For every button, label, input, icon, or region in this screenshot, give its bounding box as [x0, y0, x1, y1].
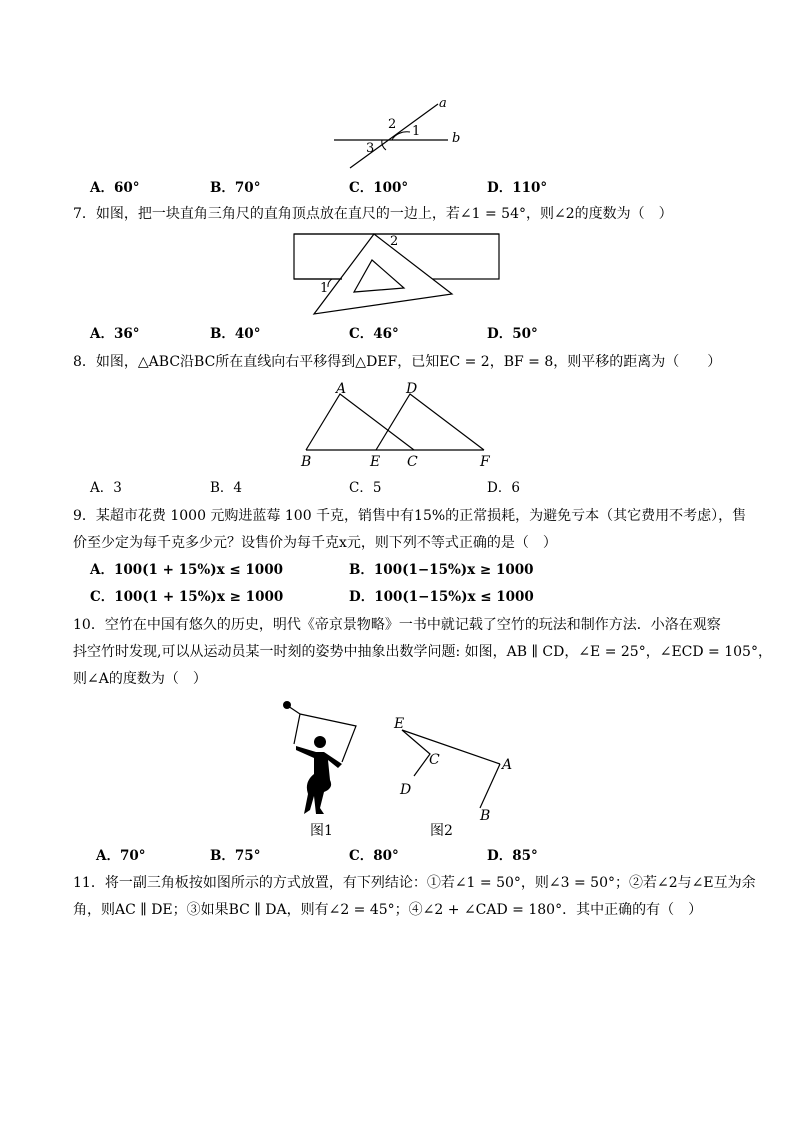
q10-option-b[interactable]: B．75° — [210, 848, 261, 864]
line-a — [350, 104, 438, 168]
q7-stem: 7．如图，把一块直角三角尺的直角顶点放在直尺的一边上，若∠1 = 54°，则∠2的度数为（ ） — [73, 206, 673, 222]
label-B: B — [301, 454, 312, 470]
line-e-a — [402, 730, 500, 764]
q8-figure — [298, 380, 498, 470]
label-2: 2 — [388, 117, 397, 132]
q10-figure1 — [280, 696, 380, 821]
line-e-c-d — [402, 730, 430, 776]
q9-stem-line2: 价至少定为每千克多少元？设售价为每千克x元，则下列不等式正确的是（ ） — [73, 535, 557, 551]
label-a: a — [439, 96, 447, 111]
q8-option-d[interactable]: D．6 — [487, 480, 520, 496]
q10-figure2 — [392, 712, 522, 822]
label-1: 1 — [412, 124, 421, 139]
label-B: B — [480, 808, 491, 824]
q6-option-d[interactable]: D．110° — [487, 180, 548, 196]
q7-option-c[interactable]: C．46° — [349, 326, 399, 342]
q7-option-a[interactable]: A．36° — [90, 326, 140, 342]
q6-option-c[interactable]: C．100° — [349, 180, 409, 196]
label-b: b — [452, 131, 461, 146]
angle-arc-3 — [382, 140, 386, 150]
q10-stem-line3: 则∠A的度数为（ ） — [73, 671, 207, 687]
q8-option-c[interactable]: C．5 — [349, 480, 382, 496]
angle-arc-2 — [392, 132, 410, 140]
q10-option-d[interactable]: D．85° — [487, 848, 538, 864]
q9-option-b[interactable]: B．100(1−15%)x ≥ 1000 — [349, 562, 534, 578]
label-F: F — [480, 454, 490, 470]
q8-option-a[interactable]: A．3 — [90, 480, 122, 496]
q10-option-a[interactable]: A．70° — [96, 848, 146, 864]
angle-arc-1 — [328, 279, 332, 287]
q6-option-a[interactable]: A．60° — [90, 180, 140, 196]
triangle-def — [376, 394, 484, 450]
q10-stem-line1: 10．空竹在中国有悠久的历史，明代《帝京景物略》一书中就记载了空竹的玩法和制作方法．小洛在观察 — [73, 617, 721, 633]
label-C: C — [407, 454, 418, 470]
q11-stem-line1: 11．将一副三角板按如图所示的方式放置，有下列结论：①若∠1 = 50°，则∠3 = 50°；②若∠2与∠E互为余 — [73, 875, 756, 891]
line-a-b — [480, 764, 500, 808]
label-1: 1 — [320, 281, 329, 296]
label-A: A — [502, 757, 513, 773]
q8-stem: 8．如图，△ABC沿BC所在直线向右平移得到△DEF，已知EC = 2，BF = 8，则平移的距离为（ ） — [73, 354, 722, 370]
diabolo — [283, 701, 291, 709]
q6-figure — [330, 96, 470, 166]
label-A: A — [336, 381, 347, 397]
q10-fig2-caption: 图2 — [430, 823, 453, 839]
label-3: 3 — [366, 141, 375, 156]
q10-option-c[interactable]: C．80° — [349, 848, 399, 864]
label-D: D — [400, 782, 412, 798]
q9-stem-line1: 9．某超市花费 1000 元购进蓝莓 100 千克，销售中有15%的正常损耗，为避免亏本（其它费用不考虑），售 — [73, 508, 747, 524]
q7-option-b[interactable]: B．40° — [210, 326, 261, 342]
q9-option-a[interactable]: A．100(1 + 15%)x ≤ 1000 — [90, 562, 283, 578]
player-body — [296, 746, 342, 814]
q10-fig1-caption: 图1 — [310, 823, 333, 839]
label-E: E — [370, 454, 381, 470]
q9-option-c[interactable]: C．100(1 + 15%)x ≥ 1000 — [90, 589, 284, 605]
q7-option-d[interactable]: D．50° — [487, 326, 538, 342]
q8-option-b[interactable]: B．4 — [210, 480, 243, 496]
triangle-abc — [306, 394, 414, 450]
label-D: D — [406, 381, 418, 397]
q6-option-b[interactable]: B．70° — [210, 180, 261, 196]
player-head — [314, 736, 326, 748]
q10-stem-line2: 抖空竹时发现,可以从运动员某一时刻的姿势中抽象出数学问题: 如图，AB ∥ CD，∠E = 25°，∠ECD = 105°， — [73, 644, 772, 660]
q11-stem-line2: 角，则AC ∥ DE；③如果BC ∥ DA，则有∠2 = 45°；④∠2 + ∠CAD = 180°．其中正确的有（ ） — [73, 902, 703, 918]
label-2: 2 — [390, 234, 399, 249]
q7-figure — [292, 232, 502, 322]
string-left — [288, 706, 300, 744]
label-C: C — [429, 752, 440, 768]
label-E: E — [394, 716, 405, 732]
q9-option-d[interactable]: D．100(1−15%)x ≤ 1000 — [349, 589, 534, 605]
